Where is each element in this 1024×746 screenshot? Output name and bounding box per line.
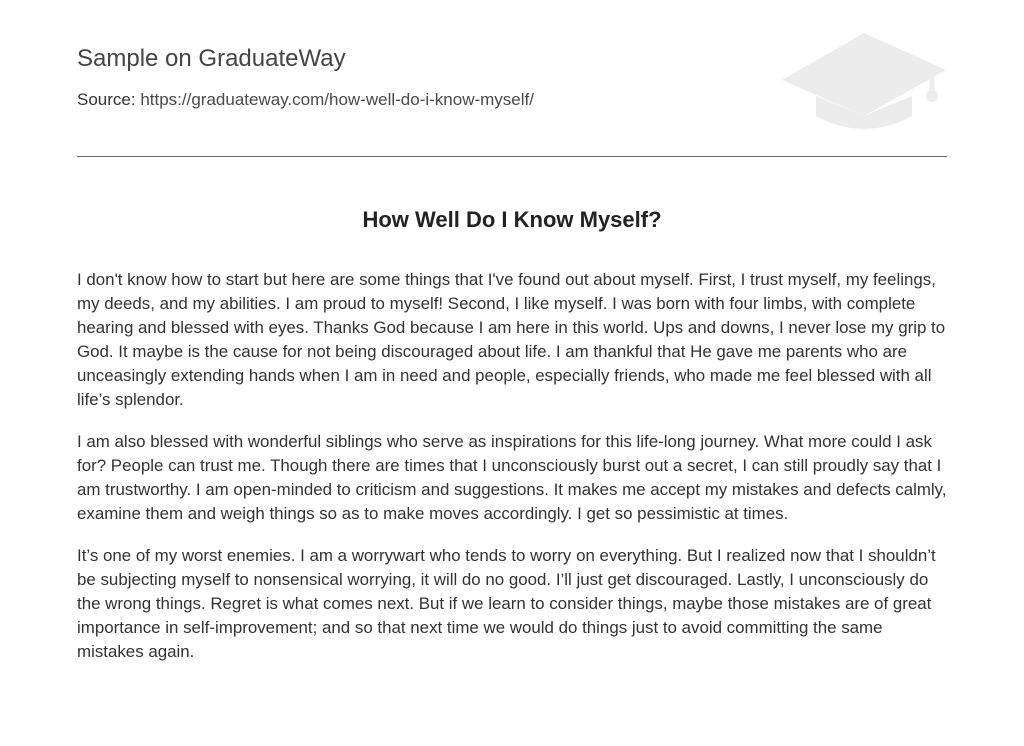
graduation-cap-icon — [780, 30, 950, 134]
document-title: How Well Do I Know Myself? — [362, 207, 662, 232]
header — [77, 0, 947, 157]
paragraph-1: I don't know how to start but here are some things that I've found out about myself. First, I trust myself, my feelings, my deeds, and my abilities. I am proud to myself! Second, I like myself. I was born with four limbs, with complete hearing and blessed with eyes. Thanks God because I am here in this world. Ups and downs, I never lose my grip to God. It maybe is the cause for not being discouraged about life. I am thankful that He gave me parents who are unceasingly extending hands when I am in need and people, especially friends, who made me feel blessed with all life’s splendor. — [77, 270, 946, 409]
source-line — [77, 89, 534, 111]
article-body — [77, 268, 949, 682]
paragraph-3: It’s one of my worst enemies. I am a worrywart who tends to worry on everything. But I realized now that I shouldn’t be subjecting myself to nonsensical worrying, it will do no good. I’ll just get discouraged. Lastly, I unconsciously do the wrong things. Regret is what comes next. But if we learn to consider things, maybe those mistakes are of great importance in self-improvement; and so that next time we would do things just to avoid committing the same mistakes again. — [77, 546, 936, 661]
paragraph-2: I am also blessed with wonderful siblings who serve as inspirations for this life-long journey. What more could I ask for? People can trust me. Though there are times that I unconsciously burst out a secret, I can still proudly say that I am trustworthy. I am open-minded to criticism and suggestions. It makes me accept my mistakes and defects calmly, examine them and weigh things so as to make moves accordingly. I get so pessimistic at times. — [77, 432, 947, 523]
source-label: Source: — [77, 90, 136, 109]
page — [77, 0, 947, 661]
source-link[interactable]: https://graduateway.com/how-well-do-i-know-myself/ — [140, 90, 534, 109]
site-title: Sample on GraduateWay — [77, 45, 346, 72]
